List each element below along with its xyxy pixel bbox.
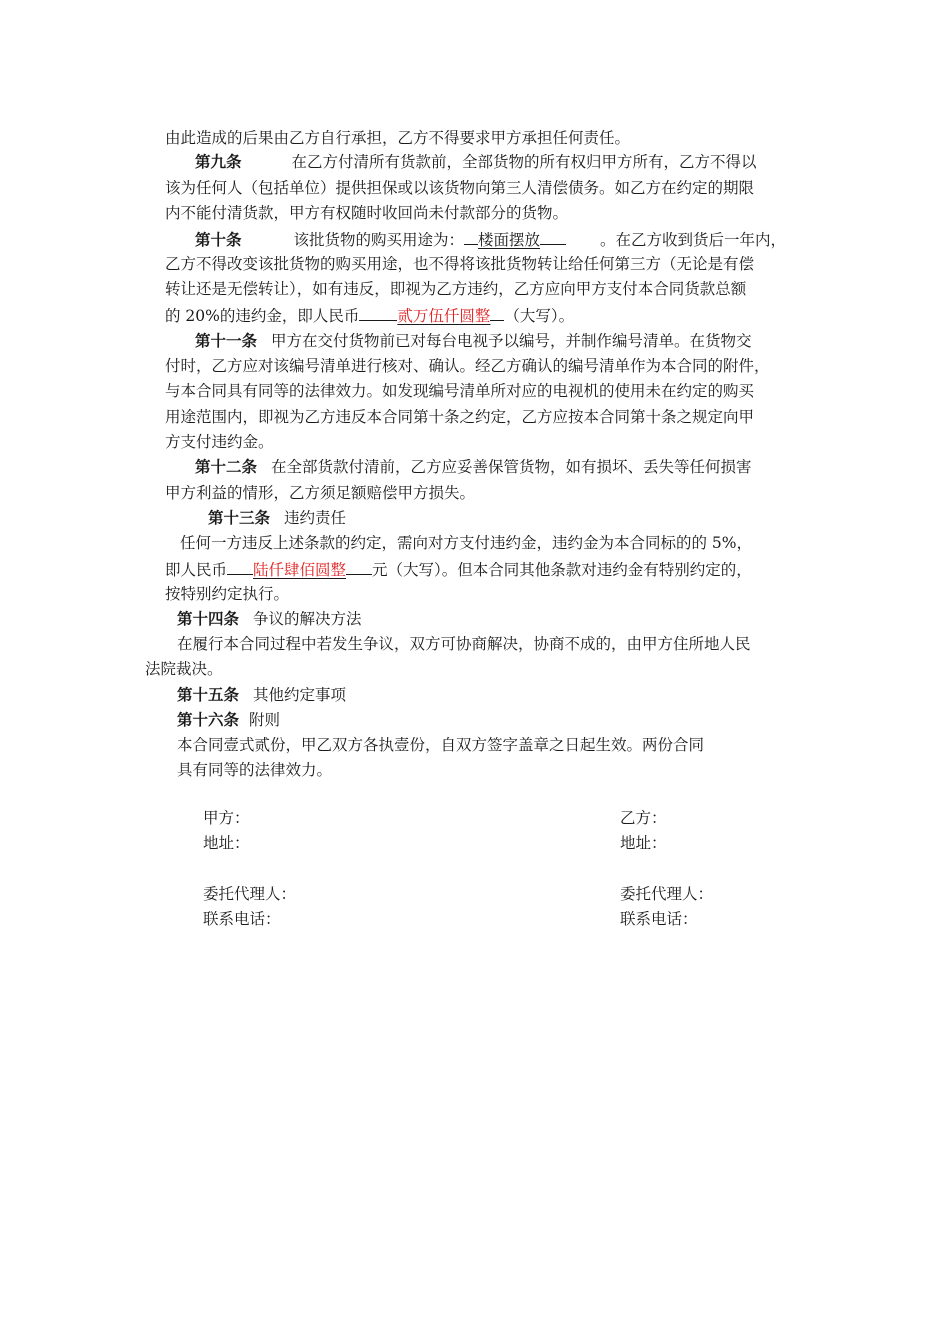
party-b-label: 乙方： [620,809,667,827]
article-15-title: 第十五条 [177,685,240,704]
article-10-line-1 [195,228,786,250]
article-10-amount: 贰万伍仟圆整 [397,307,491,325]
article-14-heading-text: 争议的解决方法 [253,610,362,628]
article-14-line-2: 法院裁决。 [145,660,223,678]
article-10-amount-pad-left [359,304,397,321]
article-11-line-2: 付时，乙方应对该编号清单进行核对、确认。经乙方确认的编号清单作为本合同的附件， [165,357,770,375]
article-11-line-4: 用途范围内，即视为乙方违反本合同第十条之约定，乙方应按本合同第十条之规定向甲 [165,408,755,426]
article-11-line-3: 与本合同具有同等的法律效力。如发现编号清单所对应的电视机的使用未在约定的购买 [165,382,755,400]
article-10-line-4 [165,304,574,326]
article-16-heading [177,710,280,730]
article-11-line-5: 方支付违约金。 [165,433,274,451]
party-b-address-label: 地址： [620,834,667,852]
article-10-text-4b: （大写）。 [504,307,575,325]
article-13-line-2 [165,558,752,580]
article-10-line-3: 转让还是无偿转让），如有违反，即视为乙方违约，乙方应向甲方支付本合同货款总额 [165,280,747,298]
article-13-heading-text: 违约责任 [284,509,347,527]
article-10-purpose-pad-left [464,228,478,245]
article-15-heading [177,685,346,705]
article-10-line-2: 乙方不得改变该批货物的购买用途，也不得将该批货物转让给任何第三方（无论是有偿 [165,255,755,273]
article-13-heading [208,508,346,528]
article-11-text-1: 甲方在交付货物前已对每台电视予以编号，并制作编号清单。在货物交 [271,332,752,350]
article-10-amount-pad-right [490,304,504,321]
party-a-phone-label: 联系电话： [203,910,281,928]
article-13-amount-pad-left [227,558,253,575]
article-12-text-1: 在全部货款付清前，乙方应妥善保管货物，如有损坏、丢失等任何损害 [271,458,752,476]
article-16-title: 第十六条 [177,710,240,729]
article-9-line-3: 内不能付清货款，甲方有权随时收回尚未付款部分的货物。 [165,204,569,222]
article-15-heading-text: 其他约定事项 [253,686,347,704]
article-13-amount-pad-right [346,558,372,575]
article-16-line-2: 具有同等的法律效力。 [177,761,333,779]
article-9-line-2: 该为任何人（包括单位）提供担保或以该货物向第三人清偿债务。如乙方在约定的期限 [165,179,755,197]
article-10-purpose-pad-right [540,228,566,245]
article-13-amount: 陆仟肆佰圆整 [253,561,347,579]
article-12-line-1 [195,457,752,477]
article-16-heading-text: 附则 [249,711,281,729]
article-14-title: 第十四条 [177,609,240,628]
article-10-text-4a: 的 20%的违约金，即人民币 [165,307,360,325]
article-12-line-2: 甲方利益的情形，乙方须足额赔偿甲方损失。 [165,484,476,502]
party-b-agent-label: 委托代理人： [620,885,714,903]
article-13-line-1: 任何一方违反上述条款的约定，需向对方支付违约金，违约金为本合同标的的 5%， [180,534,753,552]
party-a-agent-label: 委托代理人： [203,885,297,903]
article-13-title: 第十三条 [208,508,271,527]
party-a-address-label: 地址： [203,834,250,852]
article-10-title: 第十条 [195,230,242,249]
article-9-title: 第九条 [195,152,242,171]
article-16-line-1: 本合同壹式贰份，甲乙双方各执壹份，自双方签字盖章之日起生效。两份合同 [177,736,705,754]
article-13-text-2a: 即人民币 [165,561,228,579]
party-a-label: 甲方： [203,809,250,827]
article-13-text-2b: 元（大写）。但本合同其他条款对违约金有特别约定的， [372,561,752,579]
article-11-line-1 [195,331,752,351]
article-14-heading [177,609,362,629]
article-10-text-1b: 。在乙方收到货后一年内， [600,231,787,249]
article-10-purpose: 楼面摆放 [478,231,541,249]
party-b-phone-label: 联系电话： [620,910,698,928]
article-14-line-1: 在履行本合同过程中若发生争议，双方可协商解决，协商不成的，由甲方住所地人民 [177,635,751,653]
article-8-tail: 由此造成的后果由乙方自行承担，乙方不得要求甲方承担任何责任。 [165,129,631,147]
article-13-line-3: 按特别约定执行。 [165,585,290,603]
article-10-text-1a: 该批货物的购买用途为： [293,231,465,249]
article-12-title: 第十二条 [195,457,258,476]
article-11-title: 第十一条 [195,331,258,350]
article-9-text-1: 在乙方付清所有货款前，全部货物的所有权归甲方所有，乙方不得以 [291,153,757,171]
article-9-line-1 [195,152,757,172]
